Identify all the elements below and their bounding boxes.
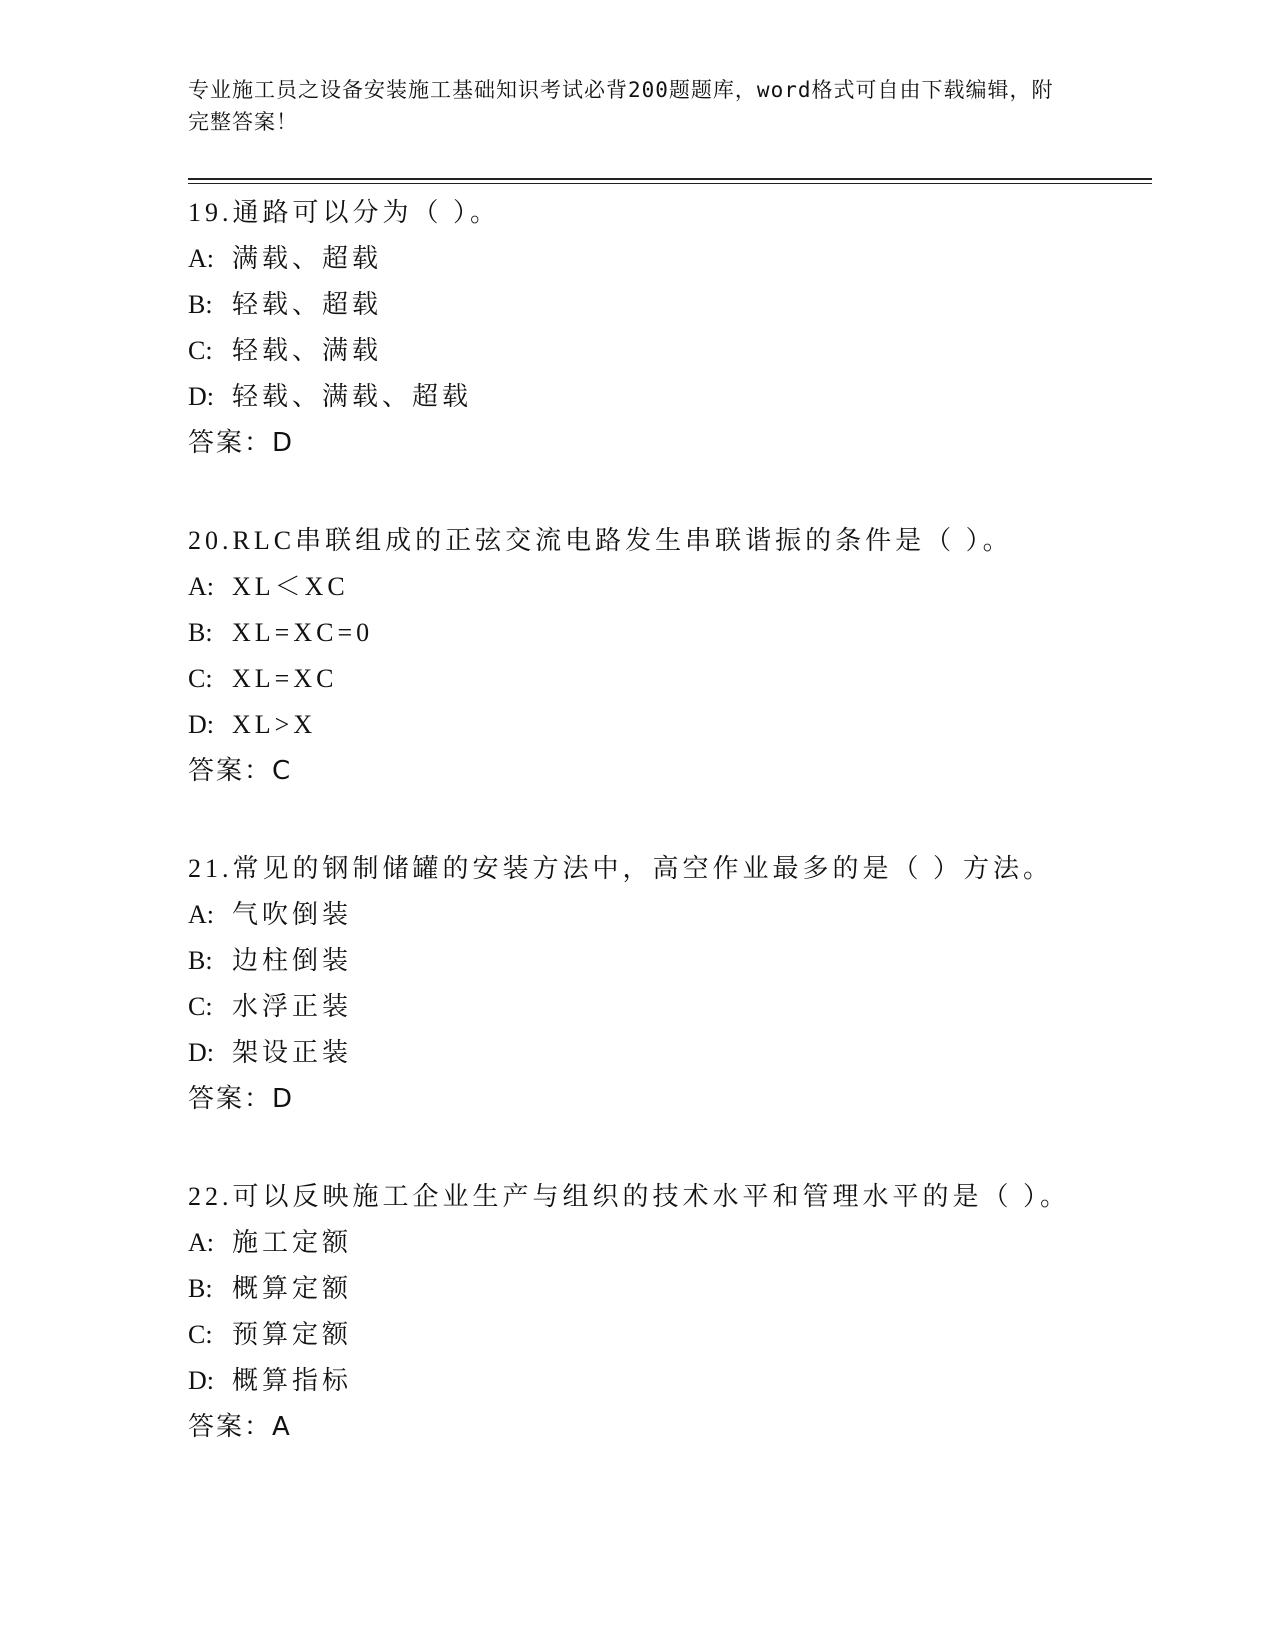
- question-19: [188, 190, 1152, 466]
- option-letter: C:: [188, 664, 213, 693]
- option-text: 架设正装: [232, 1038, 353, 1067]
- option-letter: B:: [188, 1274, 213, 1303]
- question-stem: 21.常见的钢制储罐的安装方法中，高空作业最多的是（ ）方法。: [188, 854, 1054, 883]
- question-20: [188, 518, 1152, 794]
- question-stem: 19.通路可以分为（ ）。: [188, 198, 501, 227]
- option-d: [188, 1030, 1152, 1076]
- option-letter: D:: [188, 1038, 214, 1067]
- document-header: [188, 74, 1068, 138]
- option-a: [188, 236, 1152, 282]
- option-text: 概算指标: [232, 1366, 353, 1395]
- option-d: [188, 1358, 1152, 1404]
- option-text: XL=XC: [232, 664, 338, 693]
- option-letter: A:: [188, 900, 214, 929]
- option-d: [188, 702, 1152, 748]
- option-b: [188, 610, 1152, 656]
- option-letter: C:: [188, 336, 213, 365]
- option-d: [188, 374, 1152, 420]
- option-c: [188, 984, 1152, 1030]
- option-text: 轻载、满载、超载: [232, 382, 473, 411]
- option-a: [188, 1220, 1152, 1266]
- question-22: [188, 1174, 1152, 1450]
- option-text: 概算定额: [232, 1274, 353, 1303]
- answer-line: 答案：A: [188, 1412, 292, 1442]
- option-b: [188, 282, 1152, 328]
- option-c: [188, 328, 1152, 374]
- option-text: 轻载、满载: [232, 336, 383, 365]
- option-letter: B:: [188, 618, 213, 647]
- option-text: 气吹倒装: [232, 900, 353, 929]
- option-letter: C:: [188, 992, 213, 1021]
- option-letter: C:: [188, 1320, 213, 1349]
- option-text: 轻载、超载: [232, 290, 383, 319]
- option-b: [188, 1266, 1152, 1312]
- option-text: 满载、超载: [232, 244, 383, 273]
- option-c: [188, 656, 1152, 702]
- option-letter: A:: [188, 244, 214, 273]
- option-text: XL>X: [232, 710, 317, 739]
- option-letter: A:: [188, 1228, 214, 1257]
- option-letter: B:: [188, 290, 213, 319]
- option-a: [188, 892, 1152, 938]
- option-text: 施工定额: [232, 1228, 353, 1257]
- option-letter: D:: [188, 382, 214, 411]
- option-letter: B:: [188, 946, 213, 975]
- option-c: [188, 1312, 1152, 1358]
- option-text: XL=XC=0: [232, 618, 374, 647]
- option-text: 水浮正装: [232, 992, 353, 1021]
- option-a: [188, 564, 1152, 610]
- answer-line: 答案：D: [188, 1084, 295, 1114]
- option-letter: D:: [188, 710, 214, 739]
- question-stem: 22.可以反映施工企业生产与组织的技术水平和管理水平的是（ ）。: [188, 1182, 1071, 1211]
- question-21: [188, 846, 1152, 1122]
- question-stem: 20.RLC串联组成的正弦交流电路发生串联谐振的条件是（ ）。: [188, 526, 1013, 555]
- option-letter: A:: [188, 572, 214, 601]
- option-b: [188, 938, 1152, 984]
- header-divider-bottom: [188, 183, 1152, 184]
- header-divider-top: [188, 178, 1152, 180]
- answer-line: 答案：D: [188, 428, 295, 458]
- answer-line: 答案：C: [188, 756, 293, 786]
- option-letter: D:: [188, 1366, 214, 1395]
- option-text: 预算定额: [232, 1320, 353, 1349]
- option-text: XL＜XC: [232, 572, 349, 601]
- document-title: 专业施工员之设备安装施工基础知识考试必背200题题库，word格式可自由下载编辑，附完整答案！: [188, 78, 1054, 134]
- option-text: 边柱倒装: [232, 946, 353, 975]
- question-list: [188, 190, 1152, 1502]
